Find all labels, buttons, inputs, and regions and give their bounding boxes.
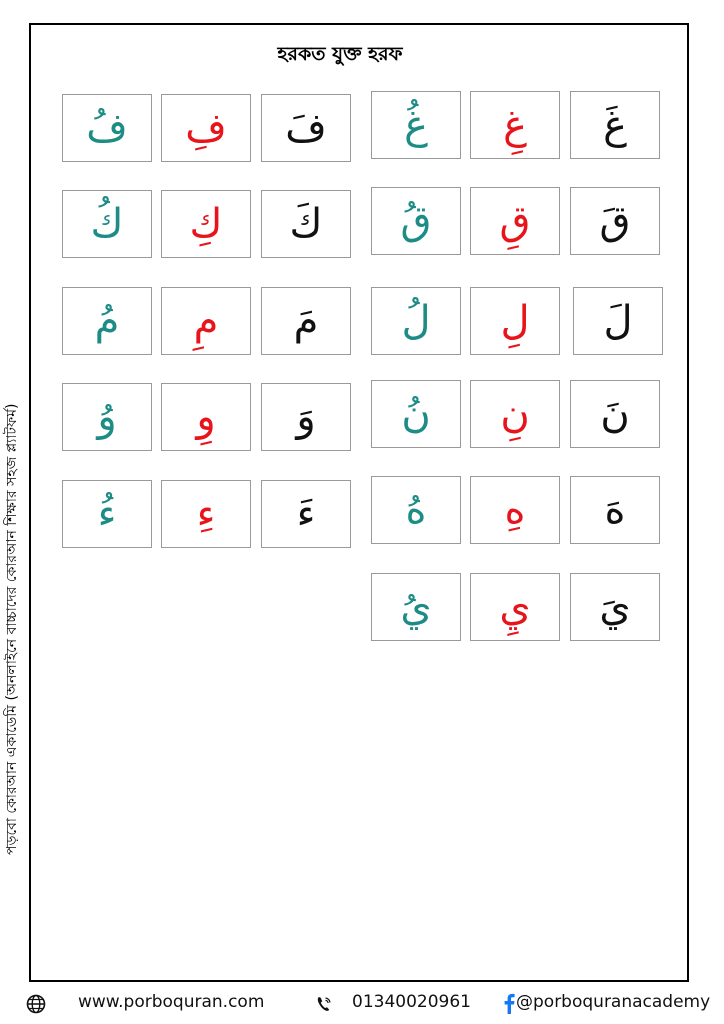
letter-kasra: وِ [196,394,216,440]
letter-kasra: كِ [189,201,223,247]
letter-card [570,380,660,448]
letter-kasra: فِ [185,105,227,151]
letter-fatha: نَ [600,391,630,437]
side-caption: পড়বো কোরআন একাডেমি (অনলাইনে বাচ্চাদের কোরআন শিক্ষার সহজ প্ল্যাটফর্ম) [4,403,20,855]
facebook-icon [503,992,515,1014]
letter-card [62,287,152,355]
letter-damma: مُ [94,298,120,344]
website-link[interactable]: www.porboquran.com [78,992,265,1012]
letter-damma: فُ [86,105,128,151]
phone-icon [316,995,332,1013]
letter-card [261,480,351,548]
phone-number[interactable]: 01340020961 [352,992,471,1012]
letter-card [470,476,560,544]
letter-card [161,383,251,451]
letter-card [470,187,560,255]
letter-card [161,190,251,258]
letter-card [161,94,251,162]
letter-damma: ءُ [97,491,117,537]
letter-card [371,573,461,641]
letter-card [371,287,461,355]
letter-fatha: هَ [604,487,626,533]
letter-card [261,190,351,258]
facebook-handle[interactable]: @porboquranacademy [516,992,711,1012]
letter-damma: غُ [404,102,428,148]
letter-card [570,476,660,544]
letter-card [570,573,660,641]
letter-card [371,187,461,255]
letter-card [62,190,152,258]
letter-kasra: قِ [499,198,531,244]
letter-fatha: يَ [599,584,631,630]
letter-fatha: مَ [293,298,319,344]
letter-card [261,287,351,355]
letter-card [261,383,351,451]
letter-card [570,187,660,255]
letter-fatha: ءَ [296,491,316,537]
letter-card [470,287,560,355]
letter-fatha: غَ [603,102,627,148]
letter-card [161,287,251,355]
letter-kasra: يِ [499,584,531,630]
footer [0,986,724,1020]
letter-fatha: فَ [285,105,327,151]
letter-kasra: هِ [504,487,526,533]
letter-fatha: لَ [603,298,633,344]
letter-card [371,91,461,159]
letter-damma: كُ [90,201,124,247]
letter-card [62,383,152,451]
letter-fatha: قَ [599,198,631,244]
letter-card [573,287,663,355]
letter-fatha: وَ [296,394,316,440]
letter-card [470,91,560,159]
letter-card [261,94,351,162]
letter-kasra: نِ [500,391,530,437]
letter-kasra: غِ [503,102,527,148]
letter-card [371,476,461,544]
letter-card [62,94,152,162]
letter-card [470,380,560,448]
letter-damma: وُ [97,394,117,440]
letter-card [161,480,251,548]
letter-card [62,480,152,548]
letter-damma: يُ [400,584,432,630]
letter-damma: نُ [401,391,431,437]
letter-fatha: كَ [289,201,323,247]
letter-card [470,573,560,641]
letter-kasra: ءِ [196,491,216,537]
letter-card [371,380,461,448]
letter-damma: لُ [401,298,431,344]
letter-kasra: مِ [193,298,219,344]
letter-card [570,91,660,159]
letter-kasra: لِ [500,298,530,344]
letter-damma: هُ [405,487,427,533]
letter-damma: قُ [400,198,432,244]
page-title: হরকত যুক্ত হরফ [277,43,403,65]
globe-icon [26,994,46,1014]
